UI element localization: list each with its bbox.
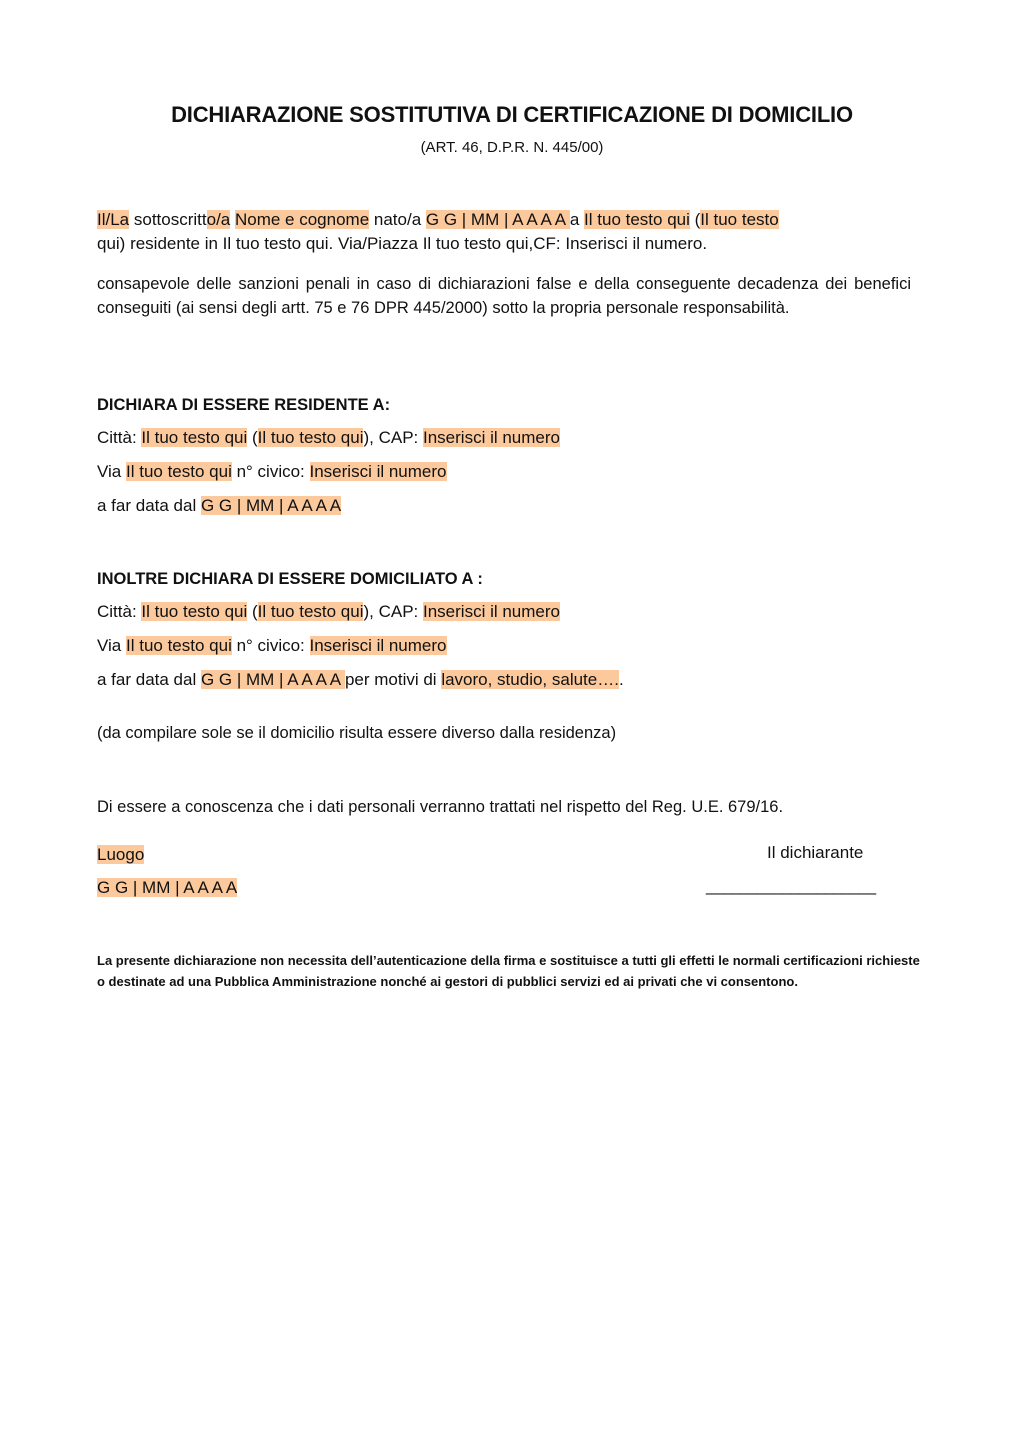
- domicilio-data-line: [97, 668, 624, 692]
- field-footer-data[interactable]: G G | MM | A A A A: [97, 878, 238, 897]
- field-residenza-citta[interactable]: Il tuo testo qui: [141, 428, 248, 447]
- data-label: a far data dal: [97, 670, 201, 689]
- citta-label: Città:: [97, 428, 142, 447]
- field-residenza-cap[interactable]: Inserisci il numero: [423, 428, 560, 447]
- field-luogo[interactable]: Luogo: [97, 845, 145, 864]
- field-domicilio-via[interactable]: Il tuo testo qui: [126, 636, 232, 655]
- field-residenza-provincia[interactable]: Il tuo testo qui: [257, 428, 364, 447]
- period: .: [618, 670, 624, 689]
- field-provincia-nascita[interactable]: Il tuo testo: [700, 210, 779, 229]
- residenza-heading: DICHIARA DI ESSERE RESIDENTE A:: [97, 396, 391, 414]
- field-nome-cognome[interactable]: Nome e cognome: [234, 210, 370, 229]
- domicilio-via-line: [97, 634, 447, 658]
- paren: (: [247, 602, 258, 621]
- field-domicilio-citta[interactable]: Il tuo testo qui: [141, 602, 248, 621]
- field-domicilio-civico[interactable]: Inserisci il numero: [309, 636, 447, 655]
- civico-label: n° civico:: [231, 462, 310, 481]
- cap-label: ), CAP:: [363, 428, 423, 447]
- field-residenza-civico[interactable]: Inserisci il numero: [309, 462, 447, 481]
- residenza-data-line: [97, 494, 341, 518]
- residenza-citta-line: [97, 426, 560, 450]
- paren: (: [247, 428, 258, 447]
- domicilio-citta-line: [97, 600, 560, 624]
- field-data-nascita[interactable]: G G | MM | A A A A: [425, 210, 570, 229]
- field-domicilio-cap[interactable]: Inserisci il numero: [423, 602, 560, 621]
- field-domicilio-provincia[interactable]: Il tuo testo qui: [257, 602, 364, 621]
- text-sottoscritt: sottoscritt: [129, 210, 207, 229]
- intro-line-2: qui) residente in Il tuo testo qui. Via/Piazza Il tuo testo qui,CF: Inserisci il numero.: [97, 234, 708, 253]
- civico-label: n° civico:: [231, 636, 310, 655]
- field-gender-suffix[interactable]: o/a: [206, 210, 231, 229]
- field-residenza-data[interactable]: G G | MM | A A A A: [200, 496, 342, 515]
- field-domicilio-data[interactable]: G G | MM | A A A A: [200, 670, 345, 689]
- via-label: Via: [97, 636, 126, 655]
- domicilio-note: (da compilare sole se il domicilio risulta essere diverso dalla residenza): [97, 724, 617, 742]
- disclaimer: La presente dichiarazione non necessita dell’autenticazione della firma e sostituisce a tutti gli effetti le normali certificazioni richieste o destinate ad una Pubblica Amministrazione nonché ai gestori di pubblici servizi ed ai privati che vi consentono.: [97, 953, 920, 989]
- consapevole-paragraph: consapevole delle sanzioni penali in caso di dichiarazioni false e della conseguente decadenza dei benefici conseguiti (ai sensi degli artt. 75 e 76 DPR 445/2000) sotto la propria personale responsabilità.: [97, 275, 911, 317]
- dichiarante-label: Il dichiarante: [767, 843, 864, 862]
- domicilio-heading: INOLTRE DICHIARA DI ESSERE DOMICILIATO A :: [97, 570, 483, 588]
- text-nato: nato/a: [369, 210, 426, 229]
- citta-label: Città:: [97, 602, 142, 621]
- signature-line[interactable]: ____________________: [706, 876, 876, 895]
- data-label: a far data dal: [97, 496, 201, 515]
- privacy-statement: Di essere a conoscenza che i dati personali verranno trattati nel rispetto del Reg. U.E. 679/16.: [97, 798, 784, 816]
- field-il-la[interactable]: Il/La: [97, 210, 130, 229]
- motivi-label: per motivi di: [344, 670, 442, 689]
- document-title: DICHIARAZIONE SOSTITUTIVA DI CERTIFICAZIONE DI DOMICILIO: [171, 102, 853, 127]
- luogo-line: [97, 843, 144, 867]
- document-subtitle: (ART. 46, D.P.R. N. 445/00): [420, 139, 604, 156]
- residenza-via-line: [97, 460, 447, 484]
- via-label: Via: [97, 462, 126, 481]
- cap-label: ), CAP:: [363, 602, 423, 621]
- footer-data-line: [97, 876, 237, 900]
- field-residenza-via[interactable]: Il tuo testo qui: [126, 462, 232, 481]
- field-luogo-nascita[interactable]: Il tuo testo qui: [584, 210, 690, 229]
- field-domicilio-motivi[interactable]: lavoro, studio, salute….: [441, 670, 619, 689]
- intro-line-1: [97, 208, 779, 232]
- text-a: a: [569, 210, 585, 229]
- text-paren: (: [689, 210, 701, 229]
